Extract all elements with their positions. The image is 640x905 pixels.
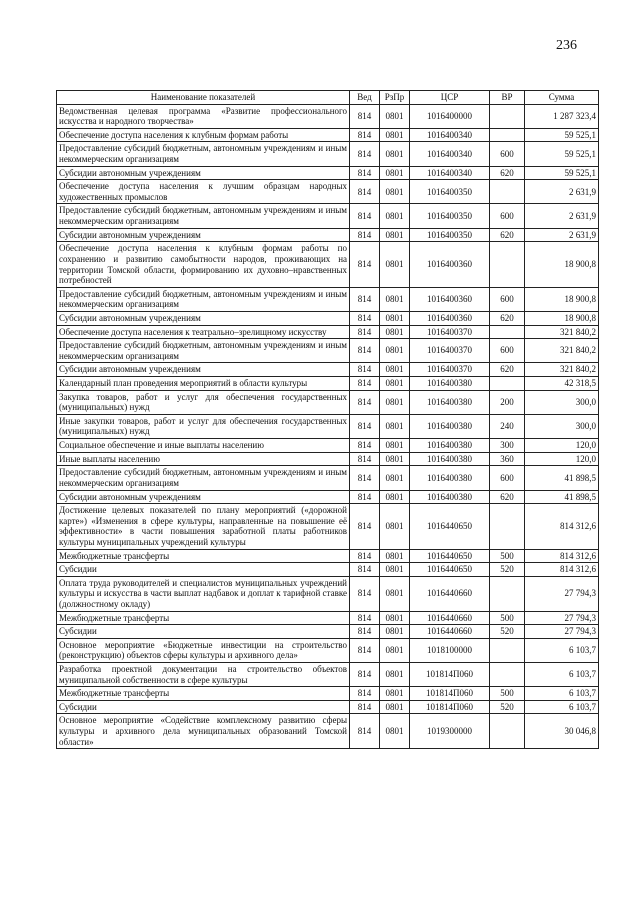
cell-sum: 2 631,9 <box>525 180 599 204</box>
cell-csr: 1016400360 <box>410 287 490 311</box>
cell-rzpr: 0801 <box>380 390 410 414</box>
cell-name: Обеспечение доступа населения к лучшим образцам народных художественных промыслов <box>57 180 350 204</box>
cell-csr: 1016440660 <box>410 611 490 625</box>
header-name: Наименование показателей <box>57 91 350 105</box>
cell-rzpr: 0801 <box>380 311 410 325</box>
cell-vr: 500 <box>490 611 525 625</box>
cell-ved: 814 <box>350 180 380 204</box>
header-vr: ВР <box>490 91 525 105</box>
cell-name: Субсидии <box>57 625 350 639</box>
cell-ved: 814 <box>350 563 380 577</box>
cell-sum: 41 898,5 <box>525 466 599 490</box>
cell-sum: 27 794,3 <box>525 611 599 625</box>
cell-ved: 814 <box>350 687 380 701</box>
cell-sum: 18 900,8 <box>525 242 599 287</box>
table-row <box>57 142 599 166</box>
cell-vr: 240 <box>490 414 525 438</box>
cell-name: Предоставление субсидий бюджетным, автономным учреждениям и иным некоммерческим организациям <box>57 287 350 311</box>
cell-sum: 59 525,1 <box>525 142 599 166</box>
table-row <box>57 377 599 391</box>
cell-rzpr: 0801 <box>380 549 410 563</box>
cell-vr: 600 <box>490 287 525 311</box>
cell-csr: 101814П060 <box>410 687 490 701</box>
cell-rzpr: 0801 <box>380 104 410 128</box>
cell-name: Оплата труда руководителей и специалистов муниципальных учреждений культуры и искусства в части выплат надбавок и доплат к тарифной ставке (должностному окладу) <box>57 576 350 611</box>
cell-ved: 814 <box>350 311 380 325</box>
cell-csr: 1016440660 <box>410 576 490 611</box>
cell-sum: 814 312,6 <box>525 549 599 563</box>
table-row <box>57 452 599 466</box>
cell-name: Основное мероприятие «Бюджетные инвестиции на строительство (реконструкцию) объектов сферы культуры и архивного дела» <box>57 638 350 662</box>
cell-sum: 814 312,6 <box>525 504 599 549</box>
cell-csr: 1016440650 <box>410 563 490 577</box>
cell-name: Предоставление субсидий бюджетным, автономным учреждениям и иным некоммерческим организациям <box>57 204 350 228</box>
table-row <box>57 325 599 339</box>
cell-rzpr: 0801 <box>380 638 410 662</box>
cell-vr <box>490 663 525 687</box>
header-rzpr: РзПр <box>380 91 410 105</box>
table-row <box>57 625 599 639</box>
cell-sum: 2 631,9 <box>525 228 599 242</box>
cell-rzpr: 0801 <box>380 228 410 242</box>
table-row <box>57 339 599 363</box>
cell-name: Закупка товаров, работ и услуг для обеспечения государственных (муниципальных) нужд <box>57 390 350 414</box>
table-row <box>57 490 599 504</box>
header-sum: Сумма <box>525 91 599 105</box>
cell-sum: 42 318,5 <box>525 377 599 391</box>
cell-rzpr: 0801 <box>380 714 410 749</box>
cell-csr: 1016400380 <box>410 452 490 466</box>
cell-vr <box>490 242 525 287</box>
cell-csr: 1016400380 <box>410 390 490 414</box>
cell-csr: 1016400000 <box>410 104 490 128</box>
cell-rzpr: 0801 <box>380 287 410 311</box>
cell-name: Субсидии автономным учреждениям <box>57 166 350 180</box>
cell-ved: 814 <box>350 625 380 639</box>
table-row <box>57 311 599 325</box>
cell-ved: 814 <box>350 638 380 662</box>
cell-csr: 1016400380 <box>410 439 490 453</box>
cell-rzpr: 0801 <box>380 466 410 490</box>
cell-name: Разработка проектной документации на строительство объектов муниципальной собственности в сфере культуры <box>57 663 350 687</box>
cell-csr: 1016440660 <box>410 625 490 639</box>
cell-name: Межбюджетные трансферты <box>57 549 350 563</box>
cell-sum: 59 525,1 <box>525 166 599 180</box>
table-row <box>57 287 599 311</box>
cell-rzpr: 0801 <box>380 439 410 453</box>
table-row <box>57 504 599 549</box>
cell-vr <box>490 325 525 339</box>
table-row <box>57 390 599 414</box>
cell-ved: 814 <box>350 504 380 549</box>
cell-csr: 1016400350 <box>410 180 490 204</box>
cell-csr: 101814П060 <box>410 700 490 714</box>
table-row <box>57 414 599 438</box>
cell-csr: 1016400380 <box>410 377 490 391</box>
cell-ved: 814 <box>350 204 380 228</box>
budget-table <box>56 90 599 749</box>
cell-ved: 814 <box>350 452 380 466</box>
cell-sum: 6 103,7 <box>525 638 599 662</box>
header-csr: ЦСР <box>410 91 490 105</box>
cell-name: Основное мероприятие «Содействие комплексному развитию сферы культуры и архивного дела муниципальных образований Томской области» <box>57 714 350 749</box>
cell-vr: 360 <box>490 452 525 466</box>
cell-vr <box>490 180 525 204</box>
cell-sum: 300,0 <box>525 390 599 414</box>
cell-sum: 41 898,5 <box>525 490 599 504</box>
cell-name: Предоставление субсидий бюджетным, автономным учреждениям и иным некоммерческим организациям <box>57 466 350 490</box>
cell-ved: 814 <box>350 363 380 377</box>
cell-sum: 120,0 <box>525 452 599 466</box>
cell-rzpr: 0801 <box>380 625 410 639</box>
cell-sum: 2 631,9 <box>525 204 599 228</box>
cell-ved: 814 <box>350 466 380 490</box>
cell-vr: 600 <box>490 466 525 490</box>
cell-csr: 1019300000 <box>410 714 490 749</box>
cell-sum: 30 046,8 <box>525 714 599 749</box>
cell-ved: 814 <box>350 339 380 363</box>
cell-rzpr: 0801 <box>380 504 410 549</box>
table-row <box>57 180 599 204</box>
cell-ved: 814 <box>350 128 380 142</box>
cell-rzpr: 0801 <box>380 663 410 687</box>
table-row <box>57 638 599 662</box>
cell-vr: 620 <box>490 490 525 504</box>
cell-vr <box>490 576 525 611</box>
cell-rzpr: 0801 <box>380 611 410 625</box>
cell-sum: 18 900,8 <box>525 311 599 325</box>
cell-rzpr: 0801 <box>380 180 410 204</box>
cell-rzpr: 0801 <box>380 700 410 714</box>
cell-rzpr: 0801 <box>380 325 410 339</box>
cell-name: Ведомственная целевая программа «Развитие профессионального искусства и народного творчества» <box>57 104 350 128</box>
cell-ved: 814 <box>350 700 380 714</box>
cell-ved: 814 <box>350 228 380 242</box>
cell-vr: 620 <box>490 166 525 180</box>
cell-name: Субсидии <box>57 700 350 714</box>
cell-ved: 814 <box>350 414 380 438</box>
cell-name: Социальное обеспечение и иные выплаты населению <box>57 439 350 453</box>
cell-sum: 6 103,7 <box>525 687 599 701</box>
cell-vr <box>490 128 525 142</box>
cell-vr: 500 <box>490 687 525 701</box>
cell-name: Предоставление субсидий бюджетным, автономным учреждениям и иным некоммерческим организациям <box>57 142 350 166</box>
cell-vr: 620 <box>490 228 525 242</box>
table-row <box>57 204 599 228</box>
table-row <box>57 242 599 287</box>
cell-ved: 814 <box>350 166 380 180</box>
cell-csr: 1016400380 <box>410 466 490 490</box>
cell-sum: 321 840,2 <box>525 339 599 363</box>
cell-ved: 814 <box>350 142 380 166</box>
cell-sum: 321 840,2 <box>525 363 599 377</box>
table-row <box>57 576 599 611</box>
cell-rzpr: 0801 <box>380 363 410 377</box>
cell-sum: 814 312,6 <box>525 563 599 577</box>
cell-csr: 1016440650 <box>410 504 490 549</box>
cell-rzpr: 0801 <box>380 128 410 142</box>
cell-vr: 500 <box>490 549 525 563</box>
cell-ved: 814 <box>350 611 380 625</box>
cell-name: Субсидии автономным учреждениям <box>57 363 350 377</box>
cell-name: Обеспечение доступа населения к клубным формам работы <box>57 128 350 142</box>
cell-name: Субсидии автономным учреждениям <box>57 228 350 242</box>
cell-rzpr: 0801 <box>380 339 410 363</box>
cell-ved: 814 <box>350 287 380 311</box>
cell-name: Межбюджетные трансферты <box>57 611 350 625</box>
table-row <box>57 466 599 490</box>
cell-csr: 1016400350 <box>410 204 490 228</box>
cell-ved: 814 <box>350 377 380 391</box>
cell-vr: 600 <box>490 339 525 363</box>
cell-ved: 814 <box>350 663 380 687</box>
cell-vr: 520 <box>490 625 525 639</box>
cell-csr: 1016440650 <box>410 549 490 563</box>
cell-csr: 1016400340 <box>410 142 490 166</box>
cell-sum: 27 794,3 <box>525 625 599 639</box>
cell-name: Календарный план проведения мероприятий в области культуры <box>57 377 350 391</box>
cell-ved: 814 <box>350 325 380 339</box>
table-row <box>57 549 599 563</box>
table-row <box>57 363 599 377</box>
cell-sum: 321 840,2 <box>525 325 599 339</box>
cell-rzpr: 0801 <box>380 490 410 504</box>
cell-rzpr: 0801 <box>380 377 410 391</box>
cell-ved: 814 <box>350 390 380 414</box>
table-row <box>57 687 599 701</box>
table-row <box>57 104 599 128</box>
cell-vr <box>490 504 525 549</box>
cell-rzpr: 0801 <box>380 142 410 166</box>
cell-rzpr: 0801 <box>380 414 410 438</box>
cell-vr: 200 <box>490 390 525 414</box>
cell-ved: 814 <box>350 490 380 504</box>
cell-vr: 520 <box>490 563 525 577</box>
cell-sum: 27 794,3 <box>525 576 599 611</box>
page-number: 236 <box>556 38 577 53</box>
cell-sum: 300,0 <box>525 414 599 438</box>
cell-name: Достижение целевых показателей по плану мероприятий («дорожной карте») «Изменения в сфере культуры, направленные на повышение её эффективности» в части повышения заработной платы работников культуры муниципальных учреждений культуры <box>57 504 350 549</box>
cell-ved: 814 <box>350 549 380 563</box>
cell-vr: 620 <box>490 363 525 377</box>
cell-csr: 1016400340 <box>410 128 490 142</box>
cell-rzpr: 0801 <box>380 576 410 611</box>
cell-csr: 1016400350 <box>410 228 490 242</box>
table-row <box>57 563 599 577</box>
cell-vr: 520 <box>490 700 525 714</box>
cell-csr: 1016400380 <box>410 414 490 438</box>
table-row <box>57 663 599 687</box>
cell-rzpr: 0801 <box>380 452 410 466</box>
cell-rzpr: 0801 <box>380 687 410 701</box>
cell-vr: 300 <box>490 439 525 453</box>
cell-vr: 600 <box>490 204 525 228</box>
cell-rzpr: 0801 <box>380 563 410 577</box>
cell-sum: 120,0 <box>525 439 599 453</box>
table-header-row <box>57 91 599 105</box>
header-ved: Вед <box>350 91 380 105</box>
cell-sum: 59 525,1 <box>525 128 599 142</box>
cell-csr: 1016400370 <box>410 325 490 339</box>
cell-vr <box>490 714 525 749</box>
cell-vr: 620 <box>490 311 525 325</box>
cell-csr: 1016400360 <box>410 242 490 287</box>
table-row <box>57 128 599 142</box>
table-row <box>57 714 599 749</box>
cell-name: Предоставление субсидий бюджетным, автономным учреждениям и иным некоммерческим организациям <box>57 339 350 363</box>
cell-vr <box>490 104 525 128</box>
cell-name: Иные закупки товаров, работ и услуг для обеспечения государственных (муниципальных) нужд <box>57 414 350 438</box>
cell-ved: 814 <box>350 714 380 749</box>
cell-sum: 1 287 323,4 <box>525 104 599 128</box>
cell-csr: 1016400380 <box>410 490 490 504</box>
cell-csr: 1016400360 <box>410 311 490 325</box>
table-row <box>57 700 599 714</box>
table-row <box>57 439 599 453</box>
cell-csr: 1016400370 <box>410 363 490 377</box>
cell-name: Субсидии <box>57 563 350 577</box>
cell-csr: 101814П060 <box>410 663 490 687</box>
cell-ved: 814 <box>350 439 380 453</box>
cell-vr: 600 <box>490 142 525 166</box>
cell-vr <box>490 377 525 391</box>
cell-name: Обеспечение доступа населения к театрально–зрелищному искусству <box>57 325 350 339</box>
cell-csr: 1016400340 <box>410 166 490 180</box>
table-row <box>57 611 599 625</box>
cell-name: Межбюджетные трансферты <box>57 687 350 701</box>
cell-sum: 6 103,7 <box>525 700 599 714</box>
table-row <box>57 166 599 180</box>
table-row <box>57 228 599 242</box>
cell-csr: 1018100000 <box>410 638 490 662</box>
cell-vr <box>490 638 525 662</box>
cell-rzpr: 0801 <box>380 166 410 180</box>
cell-ved: 814 <box>350 242 380 287</box>
cell-name: Субсидии автономным учреждениям <box>57 490 350 504</box>
cell-ved: 814 <box>350 576 380 611</box>
cell-name: Субсидии автономным учреждениям <box>57 311 350 325</box>
cell-name: Обеспечение доступа населения к клубным формам работы по сохранению и развитию самобытности народов, проживающих на территории Томской области, формированию их духовно–нравственных потребностей <box>57 242 350 287</box>
cell-name: Иные выплаты населению <box>57 452 350 466</box>
cell-rzpr: 0801 <box>380 204 410 228</box>
cell-sum: 18 900,8 <box>525 287 599 311</box>
cell-rzpr: 0801 <box>380 242 410 287</box>
cell-sum: 6 103,7 <box>525 663 599 687</box>
cell-ved: 814 <box>350 104 380 128</box>
cell-csr: 1016400370 <box>410 339 490 363</box>
